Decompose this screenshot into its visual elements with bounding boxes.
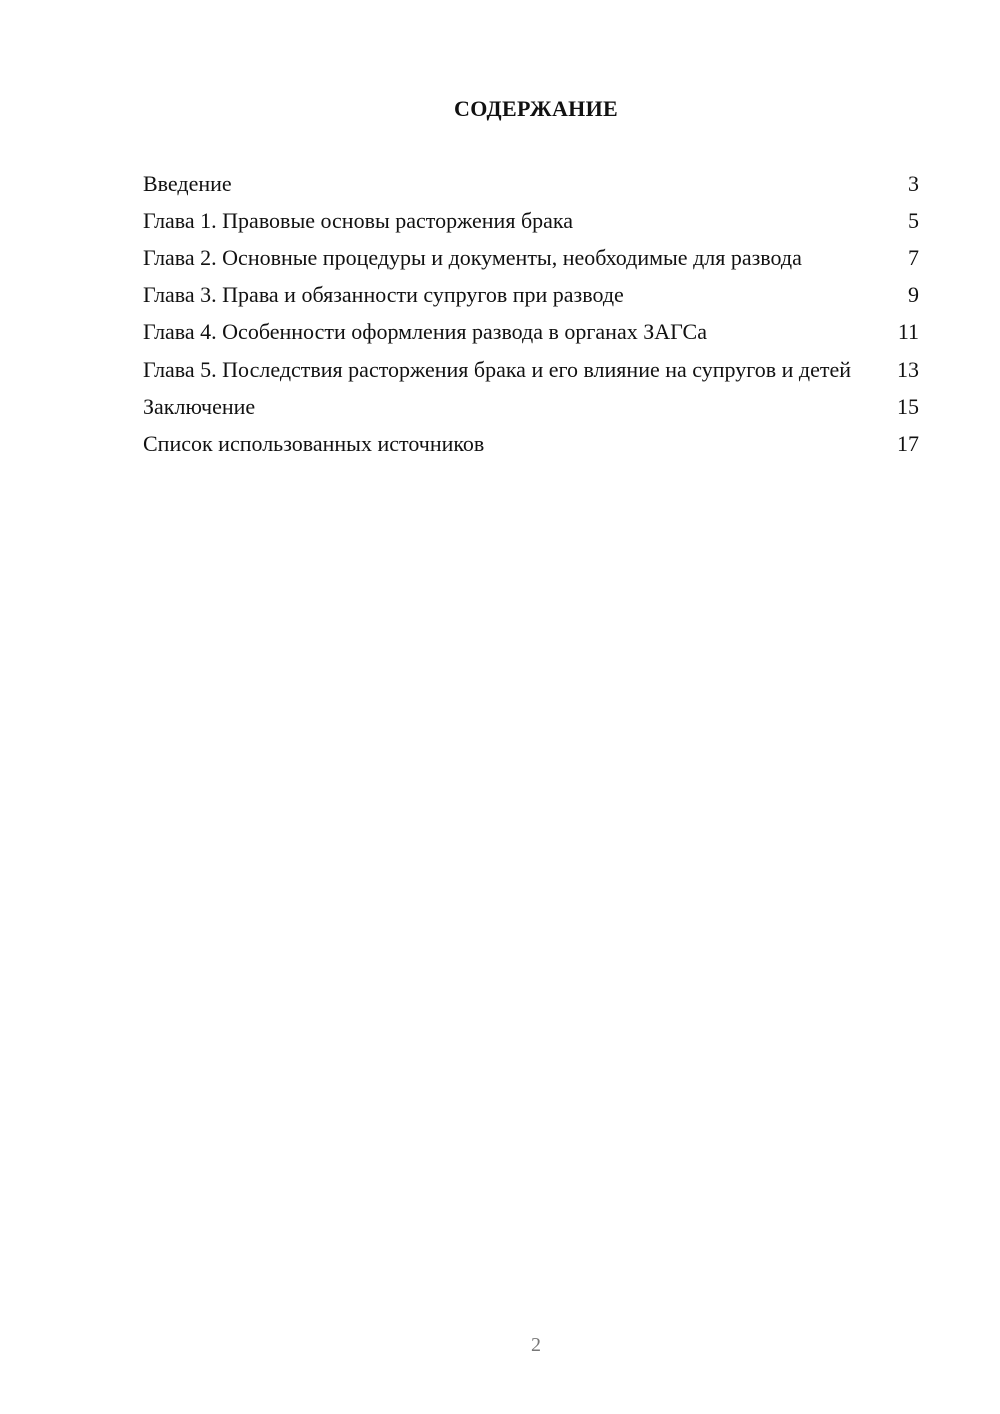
toc-entry-page: 13	[897, 357, 919, 382]
toc-entry-label: Список использованных источников	[143, 431, 485, 456]
toc-entry-page: 5	[908, 208, 919, 233]
toc-entry	[143, 245, 919, 271]
toc-entry	[143, 319, 919, 345]
toc-entry-page: 17	[897, 431, 919, 456]
table-of-contents	[143, 171, 919, 457]
toc-entry-label: Глава 4. Особенности оформления развода в органах ЗАГСа	[143, 319, 707, 344]
toc-entry	[143, 431, 919, 457]
toc-entry-label: Введение	[143, 171, 232, 196]
toc-entry-label: Глава 2. Основные процедуры и документы, необходимые для развода	[143, 245, 802, 270]
toc-entry-label: Заключение	[143, 394, 256, 419]
toc-entry	[143, 208, 919, 234]
toc-entry	[143, 171, 919, 197]
toc-entry-label: Глава 3. Права и обязанности супругов при разводе	[143, 282, 624, 307]
page-number: 2	[531, 1334, 541, 1356]
toc-entry-page: 11	[897, 319, 919, 344]
toc-entry-label: Глава 5. Последствия расторжения брака и его влияние на супругов и детей	[143, 357, 851, 382]
toc-entry-page: 7	[908, 245, 919, 270]
toc-entry-page: 15	[897, 394, 919, 419]
toc-entry	[143, 394, 919, 420]
toc-entry-label: Глава 1. Правовые основы расторжения брака	[143, 208, 574, 233]
toc-entry-page: 9	[908, 282, 919, 307]
toc-entry	[143, 282, 919, 308]
toc-entry-page: 3	[908, 171, 919, 196]
toc-title: СОДЕРЖАНИЕ	[454, 96, 618, 121]
toc-entry	[143, 357, 919, 383]
